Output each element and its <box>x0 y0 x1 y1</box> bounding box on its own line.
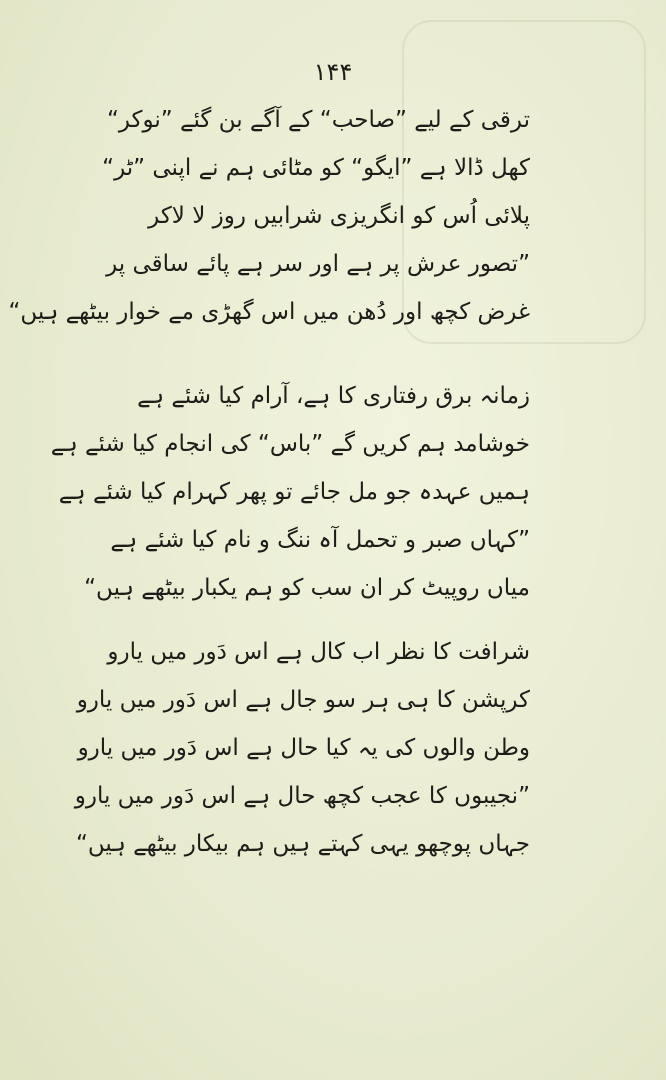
verse-line: ”نجیبوں کا عجب کچھ حال ہے اس دَور میں یارو <box>74 783 530 809</box>
verse-line: ”کہاں صبر و تحمل آہ ننگ و نام کیا شئے ہے <box>110 527 530 553</box>
verse-line: وطن والوں کی یہ کیا حال ہے اس دَور میں یارو <box>77 735 530 761</box>
verse-line: میاں روپیٹ کر ان سب کو ہم یکبار بیٹھے ہیں“ <box>84 575 530 601</box>
stanza-3 <box>74 628 530 868</box>
verse-line: غرض کچھ اور دُھن میں اس گھڑی مے خوار بیٹھے ہیں“ <box>8 299 530 325</box>
verse-line: زمانہ برق رفتاری کا ہے، آرام کیا شئے ہے <box>137 383 530 409</box>
verse-line: کرپشن کا ہی ہر سو جال ہے اس دَور میں یارو <box>76 687 530 713</box>
verse-line: پلائی اُس کو انگریزی شرابیں روز لا لاکر <box>148 203 530 229</box>
verse-line: ہمیں عہدہ جو مل جائے تو پھر کہرام کیا شئے ہے <box>58 479 530 505</box>
verse-line: خوشامد ہم کریں گے ”باس“ کی انجام کیا شئے ہے <box>50 431 530 457</box>
stanza-1 <box>8 96 530 336</box>
page-number: ۱۴۴ <box>313 58 353 86</box>
verse-line: ترقی کے لیے ”صاحب“ کے آگے بن گئے ”نوکر“ <box>106 107 530 133</box>
verse-line: شرافت کا نظر اب کال ہے اس دَور میں یارو <box>107 639 530 665</box>
verse-line: ”تصور عرش پر ہے اور سر ہے پائے ساقی پر <box>106 251 530 277</box>
stanza-2 <box>50 372 530 612</box>
verse-line: جہاں پوچھو یہی کہتے ہیں ہم بیکار بیٹھے ہیں“ <box>75 831 530 857</box>
verse-line: کھل ڈالا ہے ”ایگو“ کو مٹائی ہم نے اپنی ”ٹر“ <box>102 155 530 181</box>
